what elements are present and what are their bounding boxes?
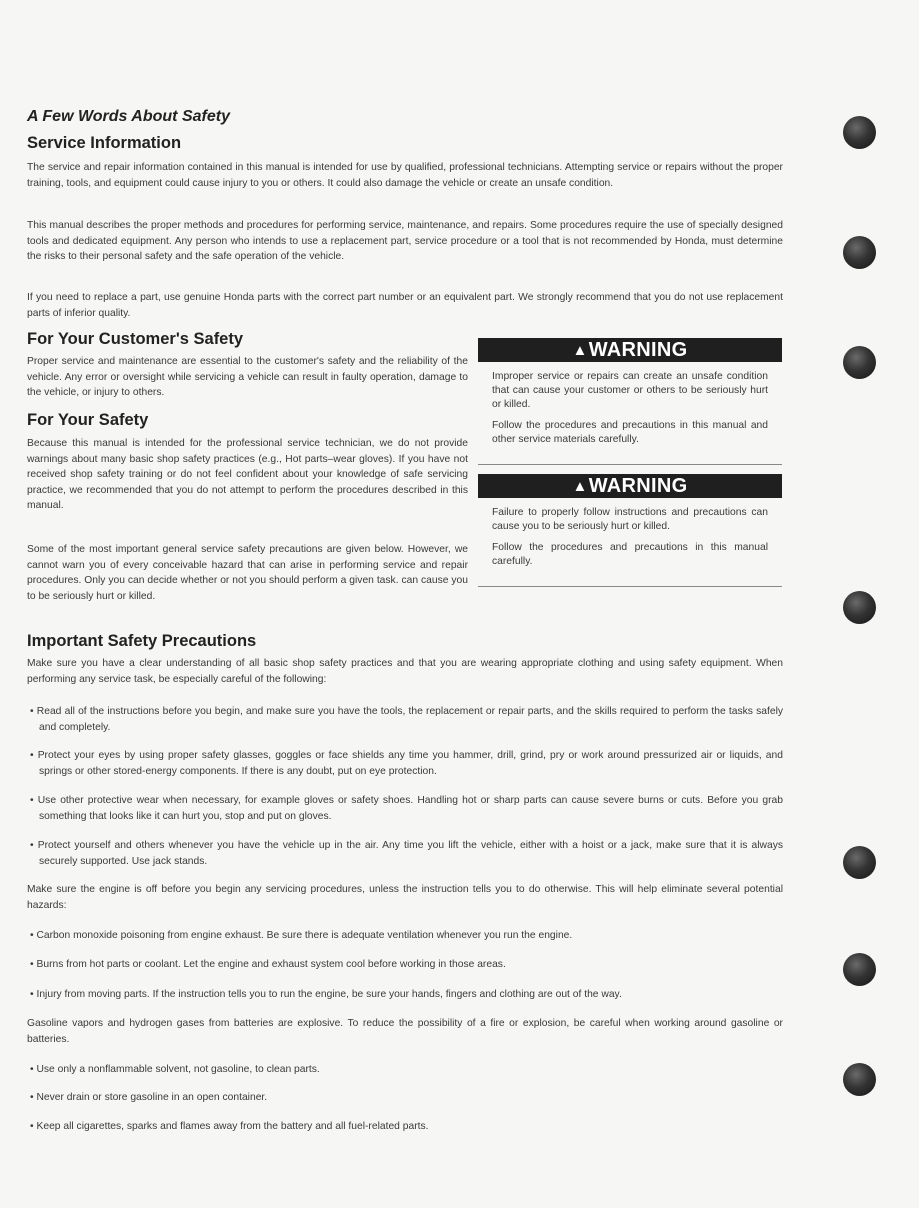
list-item: • Carbon monoxide poisoning from engine exhaust. Be sure there is adequate ventilation whenever you run the engine. [27, 928, 783, 944]
customer-safety-heading: For Your Customer's Safety [27, 330, 244, 348]
binder-hole [843, 1063, 876, 1096]
warning-text: Failure to properly follow instructions and precautions can cause you to be seriously hurt or killed. [492, 507, 768, 532]
list-item: • Use other protective wear when necessary, for example gloves or safety shoes. Handling hot or sharp parts can cause severe burns or cuts. Before you grab something that looks like it can hurt you, stop and put on gloves. [27, 793, 783, 824]
warning-label: WARNING [588, 339, 688, 361]
binder-hole [843, 116, 876, 149]
your-safety-para-2: Some of the most important general service safety precautions are given below. However, we cannot warn you of every conceivable hazard that can arise in performing service and repair procedures. Only you can decide whether or not you should perform a given task. can cause you to be seriously hurt or killed. [27, 544, 468, 602]
binder-hole [843, 846, 876, 879]
warning-header [478, 474, 782, 498]
list-item: • Protect yourself and others whenever you have the vehicle up in the air. Any time you lift the vehicle, either with a hoist or a jack, make sure that it is always securely supported. Use jack stands. [27, 838, 783, 869]
list-item: • Burns from hot parts or coolant. Let the engine and exhaust system cool before working in those areas. [27, 957, 783, 973]
warning-box-1 [478, 338, 782, 465]
binder-hole [843, 953, 876, 986]
list-item: • Never drain or store gasoline in an open container. [27, 1090, 783, 1106]
your-safety-heading: For Your Safety [27, 411, 149, 429]
list-item: • Protect your eyes by using proper safety glasses, goggles or face shields any time you hammer, drill, grind, pry or work around pressurized air or liquids, and springs or other stored-energy components. If there is any doubt, put on eye protection. [27, 748, 783, 779]
warning-label: WARNING [588, 475, 688, 497]
service-info-para-2: This manual describes the proper methods and procedures for performing service, maintenance, and repairs. Some procedures require the use of specially designed tools and dedicated equipment. Any person who intends to use a replacement part, service procedure or a tool that is not recommended by Honda, must determine the risks to their personal safety and the safe operation of the vehicle. [27, 220, 783, 262]
warning-text: Follow the procedures and precautions in this manual and other service materials carefully. [492, 420, 768, 445]
list-item: • Read all of the instructions before you begin, and make sure you have the tools, the replacement or repair parts, and the skills required to perform the tasks safely and completely. [27, 704, 783, 735]
warning-text: Follow the procedures and precautions in this manual carefully. [492, 542, 768, 567]
list-item: • Injury from moving parts. If the instruction tells you to run the engine, be sure your hands, fingers and clothing are out of the way. [27, 987, 795, 1003]
warning-triangle-icon: ▲ [572, 478, 588, 495]
binder-hole [843, 346, 876, 379]
service-info-para-1: The service and repair information contained in this manual is intended for use by qualified, professional technicians. Attempting service or repairs without the proper training, tools, and equipment could cause injury to you or others. It could also damage the vehicle or create an unsafe condition. [27, 162, 783, 189]
warning-box-2 [478, 474, 782, 587]
service-info-para-3: If you need to replace a part, use genuine Honda parts with the correct part number or an equivalent part. We strongly recommend that you do not use replacement parts of inferior quality. [27, 292, 783, 319]
warning-text: Improper service or repairs can create an unsafe condition that can cause your customer or others to be seriously hurt or killed. [492, 371, 768, 410]
engine-off-para: Make sure the engine is off before you begin any servicing procedures, unless the instruction tells you to do otherwise. This will help eliminate several potential hazards: [27, 884, 783, 911]
service-information-heading: Service Information [27, 134, 182, 152]
list-item: • Use only a nonflammable solvent, not gasoline, to clean parts. [27, 1062, 783, 1078]
warning-triangle-icon: ▲ [572, 342, 588, 359]
your-safety-para-1: Because this manual is intended for the professional service technician, we do not provide warnings about many basic shop safety practices (e.g., Hot parts–wear gloves). If you have not received shop safety training or do not feel confident about your knowledge of safe servicing practice, we recommended that you do not attempt to perform the procedures described in this manual. [27, 438, 468, 511]
precautions-intro: Make sure you have a clear understanding of all basic shop safety practices and that you are wearing appropriate clothing and using safety equipment. When performing any service task, be especially careful of the following: [27, 658, 783, 685]
list-item: • Keep all cigarettes, sparks and flames away from the battery and all fuel-related parts. [27, 1119, 783, 1135]
customer-safety-para: Proper service and maintenance are essential to the customer's safety and the reliability of the vehicle. Any error or oversight while servicing a vehicle can result in faulty operation, damage to the vehicle, or injury to others. [27, 356, 468, 398]
gasoline-para: Gasoline vapors and hydrogen gases from batteries are explosive. To reduce the possibility of a fire or explosion, be careful when working around gasoline or batteries. [27, 1018, 783, 1045]
section-title: A Few Words About Safety [27, 108, 230, 125]
binder-hole [843, 236, 876, 269]
binder-hole [843, 591, 876, 624]
precautions-heading: Important Safety Precautions [27, 632, 257, 650]
warning-header [478, 338, 782, 362]
